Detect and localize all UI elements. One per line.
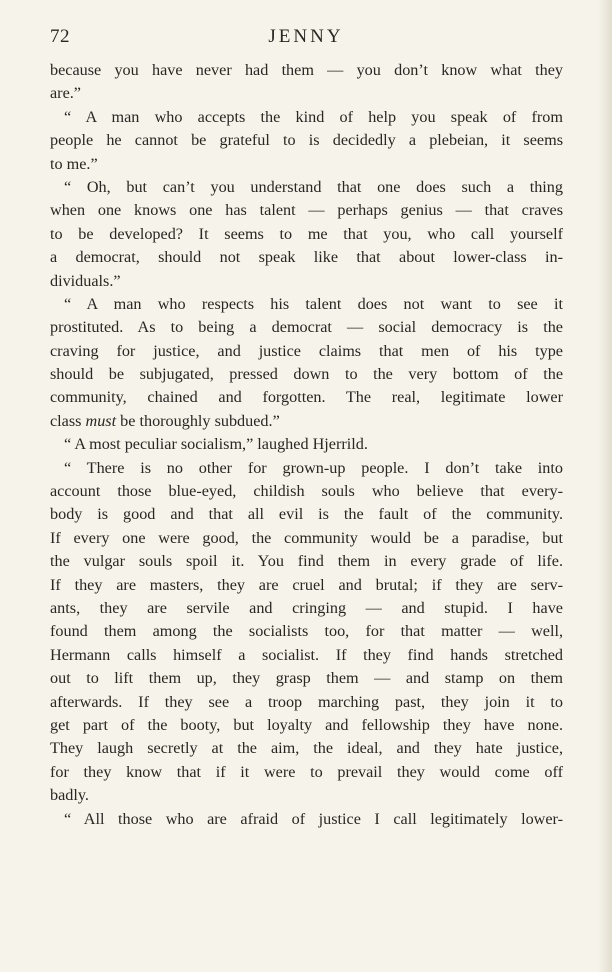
text-line: get part of the booty, but loyalty and fellowship they have none.	[50, 715, 563, 734]
running-head: JENNY	[268, 26, 344, 47]
text-line: the vulgar souls spoil it. You find them in every grade of life.	[50, 552, 563, 571]
text-line: ants, they are servile and cringing — and stupid. I have	[50, 598, 563, 617]
text-line: prostituted. As to being a democrat — social democracy is the	[50, 318, 563, 337]
text-line: They laugh secretly at the aim, the ideal, and they hate justice,	[50, 739, 563, 758]
text-line: out to lift them up, they grasp them — and stamp on them	[50, 669, 563, 688]
text-line: “ There is no other for grown-up people. I don’t take into	[64, 458, 563, 477]
text-line: “ A man who respects his talent does not want to see it	[64, 294, 563, 313]
emphasis: must	[85, 411, 117, 430]
text-line: when one knows one has talent — perhaps genius — that craves	[50, 201, 563, 220]
text-line: afterwards. If they see a troop marching past, they join it to	[50, 692, 563, 711]
page-header	[50, 26, 562, 52]
text-line: because you have never had them — you don’t know what they	[50, 61, 563, 79]
text-line: people he cannot be grateful to is decidedly a plebeian, it seems	[50, 131, 563, 150]
text-line: “ A man who accepts the kind of help you speak of from	[64, 107, 563, 126]
text-line: to me.”	[50, 154, 98, 173]
text-line: “ Oh, but can’t you understand that one does such a thing	[64, 177, 563, 196]
text-line: a democrat, should not speak like that about lower-class in-	[50, 248, 563, 267]
page-number: 72	[50, 26, 70, 47]
text-line: dividuals.”	[50, 271, 121, 290]
body-text	[50, 59, 563, 831]
text-line: to be developed? It seems to me that you, who call yourself	[50, 224, 563, 243]
text-line: badly.	[50, 786, 89, 805]
text-line: “ All those who are afraid of justice I call legitimately lower-	[64, 809, 563, 828]
text-line: If they are masters, they are cruel and brutal; if they are serv-	[50, 575, 563, 594]
text-line: account those blue-eyed, childish souls who believe that every-	[50, 482, 563, 501]
text-line: If every one were good, the community would be a paradise, but	[50, 528, 563, 547]
text-line: for they know that if it were to prevail they would come off	[50, 762, 563, 781]
text-line: should be subjugated, pressed down to the very bottom of the	[50, 365, 563, 384]
text-line: are.”	[50, 84, 81, 103]
text-line: body is good and that all evil is the fault of the community.	[50, 505, 563, 524]
text-line: found them among the socialists too, for that matter — well,	[50, 622, 563, 641]
text-line: “ A most peculiar socialism,” laughed Hjerrild.	[64, 435, 368, 454]
text-line: Hermann calls himself a socialist. If they find hands stretched	[50, 645, 563, 664]
text-line: craving for justice, and justice claims that men of his type	[50, 341, 563, 360]
text-line: community, chained and forgotten. The real, legitimate lower	[50, 388, 563, 407]
page-edge-shadow	[598, 0, 612, 972]
text-line: class must be thoroughly subdued.”	[50, 411, 280, 430]
